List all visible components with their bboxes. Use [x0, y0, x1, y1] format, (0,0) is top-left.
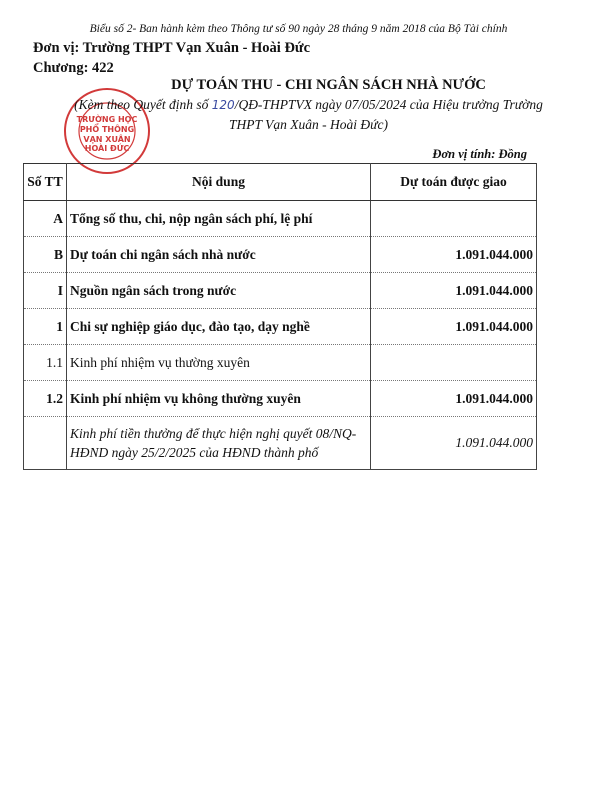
table-row: [24, 417, 537, 470]
row-amount: [371, 345, 537, 381]
header-content: Nội dung: [67, 164, 371, 201]
table-row: [24, 201, 537, 237]
decision-number: 120: [211, 98, 235, 112]
row-content: Kinh phí nhiệm vụ không thường xuyên: [67, 381, 371, 417]
row-number: 1: [24, 309, 67, 345]
row-amount: 1.091.044.000: [371, 309, 537, 345]
table-row: [24, 381, 537, 417]
document-subtitle: [0, 95, 597, 134]
budget-table: [23, 163, 537, 470]
row-content: Kinh phí nhiệm vụ thường xuyên: [67, 345, 371, 381]
table-row: [24, 309, 537, 345]
chapter-code: Chương: 422: [33, 60, 114, 76]
row-content: Dự toán chi ngân sách nhà nước: [67, 237, 371, 273]
row-number: I: [24, 273, 67, 309]
subtitle-line2: THPT Vạn Xuân - Hoài Đức): [229, 117, 388, 132]
stamp-text-line: PHỔ THÔNG: [79, 125, 135, 134]
form-note: Biểu số 2- Ban hành kèm theo Thông tư số 90 ngày 28 tháng 9 năm 2018 của Bộ Tài chính: [89, 23, 508, 35]
table-row: [24, 273, 537, 309]
row-content: Nguồn ngân sách trong nước: [67, 273, 371, 309]
row-number: 1.1: [24, 345, 67, 381]
stamp-text-line: TRƯỜNG HỌC: [76, 115, 138, 124]
subtitle-prefix: (Kèm theo Quyết định số: [74, 97, 212, 112]
row-number: A: [24, 201, 67, 237]
table-row: [24, 345, 537, 381]
row-content: Tổng số thu, chi, nộp ngân sách phí, lệ phí: [67, 201, 371, 237]
row-content: Kinh phí tiền thưởng để thực hiện nghị quyết 08/NQ-HĐND ngày 25/2/2025 của HĐND thành phố: [67, 417, 371, 470]
row-amount: 1.091.044.000: [371, 381, 537, 417]
row-amount: 1.091.044.000: [371, 273, 537, 309]
subtitle-suffix: /QĐ-THPTVX ngày 07/05/2024 của Hiệu trưởng Trường: [234, 97, 543, 112]
currency-unit: Đơn vị tính: Đồng: [432, 147, 527, 161]
row-number: B: [24, 237, 67, 273]
unit-name: Đơn vị: Trường THPT Vạn Xuân - Hoài Đức: [33, 40, 311, 56]
document-title: DỰ TOÁN THU - CHI NGÂN SÁCH NHÀ NƯỚC: [171, 77, 486, 93]
table-header-row: [24, 164, 537, 201]
row-content: Chi sự nghiệp giáo dục, đào tạo, dạy nghề: [67, 309, 371, 345]
stamp-text-line: HOÀI ĐỨC: [84, 144, 130, 153]
row-amount: [371, 201, 537, 237]
header-amount: Dự toán được giao: [371, 164, 537, 201]
table-row: [24, 237, 537, 273]
row-amount: 1.091.044.000: [371, 237, 537, 273]
row-number: [24, 417, 67, 470]
header-no: Số TT: [24, 164, 67, 201]
row-amount: 1.091.044.000: [371, 417, 537, 470]
row-number: 1.2: [24, 381, 67, 417]
stamp-text-line: VẠN XUÂN: [83, 135, 131, 144]
